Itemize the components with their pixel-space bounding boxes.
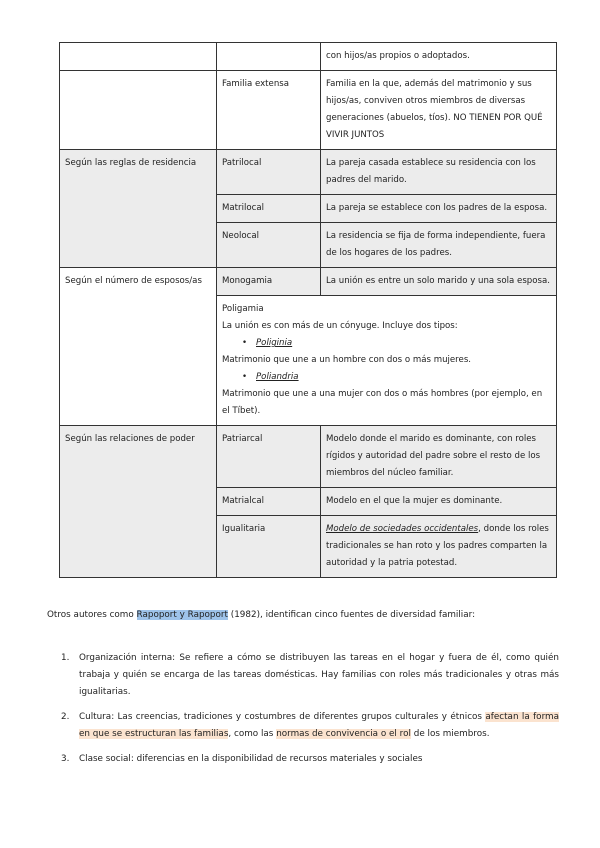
- type-cell: Igualitaria: [217, 516, 321, 578]
- poligamia-title: Poligamia: [222, 304, 264, 314]
- note-text: NO TIENEN POR QUÉ VIVIR JUNTOS: [326, 113, 543, 140]
- intro-paragraph: Otros autores como Rapoport y Rapoport (1982), identifican cinco fuentes de diversidad familiar:: [47, 610, 476, 620]
- type-cell: Matrilocal: [217, 195, 321, 223]
- poliginia-link[interactable]: Poliginia: [256, 338, 293, 348]
- description-cell: La pareja se establece con los padres de la esposa.: [321, 195, 557, 223]
- list-item: [222, 369, 552, 386]
- type-cell: Neolocal: [217, 223, 321, 268]
- highlight-text: afectan la forma en que se estructuran las familias: [79, 712, 559, 739]
- highlighted-authors: Rapoport y Rapoport: [136, 610, 228, 620]
- description-cell: Familia en la que, además del matrimonio y sus hijos/as, conviven otros miembros de diversas generaciones (abuelos, tíos). NO TIENEN POR QUÉ VIVIR JUNTOS: [321, 71, 557, 150]
- table-row: [60, 150, 557, 195]
- description-cell: La unión es entre un solo marido y una sola esposa.: [321, 268, 557, 296]
- table-row: [60, 268, 557, 296]
- family-types-table: [59, 42, 557, 578]
- table-row: [60, 71, 557, 150]
- description-cell: Modelo de sociedades occidentales, donde los roles tradicionales se han roto y los padres comparten la autoridad y la patria potestad.: [321, 516, 557, 578]
- criterion-cell: Según las relaciones de poder: [60, 426, 217, 578]
- table-row: [60, 426, 557, 488]
- type-cell: [217, 43, 321, 71]
- type-cell: Matrialcal: [217, 488, 321, 516]
- poligamia-cell: [217, 296, 557, 426]
- type-cell: Familia extensa: [217, 71, 321, 150]
- description-cell: Modelo donde el marido es dominante, con roles rígidos y autoridad del padre sobre el resto de los miembros del núcleo familiar.: [321, 426, 557, 488]
- description-cell: La residencia se fija de forma independiente, fuera de los hogares de los padres.: [321, 223, 557, 268]
- description-cell: con hijos/as propios o adoptados.: [321, 43, 557, 71]
- poliginia-desc: Matrimonio que une a un hombre con dos o más mujeres.: [222, 355, 472, 365]
- sociedades-occidentales-link[interactable]: Modelo de sociedades occidentales: [326, 524, 479, 534]
- list-item: 3. Clase social: diferencias en la disponibilidad de recursos materiales y sociales: [61, 754, 423, 764]
- description-cell: La pareja casada establece su residencia con los padres del marido.: [321, 150, 557, 195]
- list-item: 2. Cultura: Las creencias, tradiciones y costumbres de diferentes grupos culturales y étnicos afectan la forma en que se estructuran las familias, como las normas de convivencia o el rol de los miembros.: [61, 712, 559, 739]
- poliandria-link[interactable]: Poliandria: [256, 372, 299, 382]
- highlight-text: normas de convivencia o el rol: [276, 729, 411, 739]
- description-cell: Modelo en el que la mujer es dominante.: [321, 488, 557, 516]
- criterion-cell: [60, 43, 217, 71]
- table-row: [60, 43, 557, 71]
- type-cell: Patrilocal: [217, 150, 321, 195]
- criterion-cell: [60, 71, 217, 150]
- sources-list: [47, 650, 559, 776]
- list-item: [222, 335, 552, 352]
- poligamia-intro: La unión es con más de un cónyuge. Incluye dos tipos:: [222, 321, 458, 331]
- type-cell: Patriarcal: [217, 426, 321, 488]
- poliandria-desc: Matrimonio que une a una mujer con dos o más hombres (por ejemplo, en el Tíbet).: [222, 389, 543, 416]
- type-cell: Monogamia: [217, 268, 321, 296]
- criterion-cell: Según el número de esposos/as: [60, 268, 217, 426]
- criterion-cell: Según las reglas de residencia: [60, 150, 217, 268]
- list-item: 1. Organización interna: Se refiere a cómo se distribuyen las tareas en el hogar y fuera de él, como quién trabaja y quién se encarga de las tareas domésticas. Hay familias con roles más tradicionales y otras más igualitarias.: [61, 653, 559, 697]
